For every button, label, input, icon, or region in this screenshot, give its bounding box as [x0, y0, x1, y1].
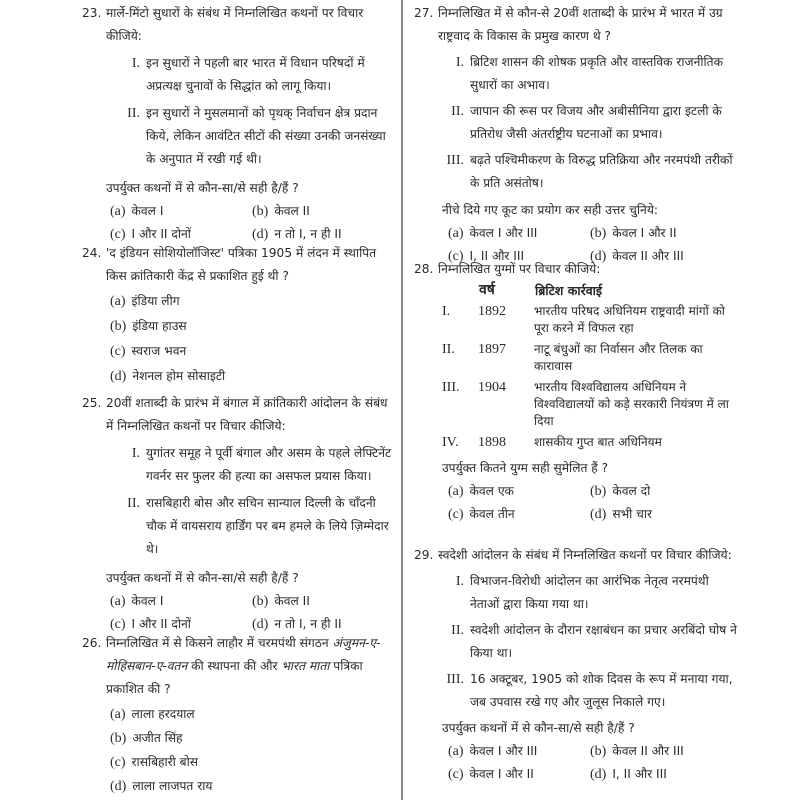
question-number: 24. [82, 246, 102, 260]
option-b[interactable]: (b) केवल II और III [590, 744, 684, 759]
question-stem: निम्नलिखित में से किसने लाहौर में चरमपंथी संगठन अंजुमन-ए-मोहिसबान-ए-वतन की स्थापना की और भारत माता पत्रिका प्रकाशित की ? [106, 636, 381, 696]
options [82, 703, 394, 798]
organisation-name: अंजुमन-ए-मोहिसबान-ए-वतन [106, 636, 381, 673]
column-divider [401, 0, 403, 800]
question-26 [82, 632, 394, 798]
option-a[interactable]: (a) केवल I और III [448, 226, 538, 241]
option-d[interactable]: (d) I, II और III [590, 767, 667, 782]
question-29 [414, 544, 740, 786]
option-b[interactable]: (b) केवल I और II [590, 226, 677, 241]
pairs-table [442, 281, 736, 455]
question-stem: स्वदेशी आंदोलन के संबंध में निम्नलिखित कथनों पर विचार कीजिये: [438, 548, 732, 562]
option-c[interactable]: (c) I और II दोनों [110, 227, 191, 242]
question-prompt: उपर्युक्त कथनों में से कौन-सा/से सही है/हैं ? [106, 571, 299, 585]
option-c[interactable]: (c) स्वराज भवन [110, 344, 187, 359]
question-prompt: उपर्युक्त कितने युग्म सही सुमेलित हैं ? [442, 461, 609, 475]
option-c[interactable]: (c) I और II दोनों [110, 617, 191, 632]
column-header-action: ब्रिटिश कार्रवाई [535, 283, 603, 298]
option-b[interactable]: (b) केवल दो [590, 484, 651, 499]
question-27 [414, 2, 740, 268]
option-a[interactable]: (a) केवल I [110, 204, 164, 219]
options [82, 200, 394, 246]
statement: II. जापान की रूस पर विजय और अबीसीनिया द्वारा इटली के प्रतिरोध जैसी अंतर्राष्ट्रीय घटनाओं का प्रभाव। [451, 104, 722, 141]
question-number: 27. [414, 6, 434, 20]
magazine-name: भारत माता [281, 659, 330, 673]
question-prompt: नीचे दिये गए कूट का प्रयोग कर सही उत्तर चुनिये: [442, 203, 658, 217]
question-stem: निम्नलिखित में से कौन-से 20वीं शताब्दी के प्रारंभ में भारत में उग्र राष्ट्रवाद के विकास के प्रमुख कारण थे ? [438, 6, 723, 43]
option-b[interactable]: (b) केवल II [252, 594, 310, 609]
option-c[interactable]: (c) I, II और III [448, 249, 525, 264]
option-a[interactable]: (a) केवल एक [448, 484, 514, 499]
option-a[interactable]: (a) इंडिया लीग [110, 294, 180, 309]
question-25 [82, 392, 394, 636]
option-c[interactable]: (c) केवल तीन [448, 507, 515, 522]
option-d[interactable]: (d) सभी चार [590, 507, 653, 522]
table-row: II. 1897 नाटू बंधुओं का निर्वासन और तिलक का कारावास [442, 342, 703, 373]
question-number: 29. [414, 548, 434, 562]
question-stem: निम्नलिखित युग्मों पर विचार कीजिये: [438, 262, 601, 276]
option-a[interactable]: (a) केवल I [110, 594, 164, 609]
question-stem: 'द इंडियन सोशियोलॉजिस्ट' पत्रिका 1905 में लंदन में स्थापित किस क्रांतिकारी केंद्र से प्रकाशित हुई थी ? [106, 246, 377, 283]
statement: II. इन सुधारों ने मुसलमानों को पृथक् निर्वाचन क्षेत्र प्रदान किये, लेकिन आवंटित सीटों की संख्या उनकी जनसंख्या के अनुपात में रखी गई थी। [127, 106, 386, 166]
option-d[interactable]: (d) लाला लाजपत राय [110, 779, 213, 794]
statement: I. इन सुधारों ने पहली बार भारत में विधान परिषदों में अप्रत्यक्ष चुनावों के सिद्धांत को लागू किया। [131, 56, 365, 93]
question-number: 23. [82, 6, 102, 20]
question-number: 28. [414, 262, 434, 276]
statement: I. विभाजन-विरोधी आंदोलन का आरंभिक नेतृत्व नरमपंथी नेताओं द्वारा किया गया था। [455, 574, 709, 611]
table-row: I. 1892 भारतीय परिषद अधिनियम राष्ट्रवादी मांगों को पूरा करने में विफल रहा [442, 304, 725, 335]
option-b[interactable]: (b) केवल II [252, 204, 310, 219]
statement: I. युगांतर समूह ने पूर्वी बंगाल और असम के पहले लेफ्टिनेंट गवर्नर सर फुलर की हत्या का असफल प्रयास किया। [131, 446, 392, 483]
question-stem: 20वीं शताब्दी के प्रारंभ में बंगाल में क्रांतिकारी आंदोलन के संबंध में निम्नलिखित कथनों पर विचार कीजिये: [106, 396, 388, 433]
question-number: 26. [82, 636, 102, 650]
options [82, 590, 394, 636]
option-b[interactable]: (b) इंडिया हाउस [110, 319, 187, 334]
options [414, 740, 740, 786]
options [414, 480, 740, 526]
question-stem: मार्ले-मिंटो सुधारों के संबंध में निम्नलिखित कथनों पर विचार कीजिये: [106, 6, 364, 43]
option-a[interactable]: (a) केवल I और III [448, 744, 538, 759]
options [82, 290, 394, 388]
statement: III. 16 अक्टूबर, 1905 को शोक दिवस के रूप में मनाया गया, जब उपवास रखे गए और जुलूस निकाले गए। [446, 672, 733, 709]
question-number: 25. [82, 396, 102, 410]
option-c[interactable]: (c) रासबिहारी बोस [110, 755, 199, 770]
question-28 [414, 258, 740, 526]
question-prompt: उपर्युक्त कथनों में से कौन-सा/से सही है/हैं ? [106, 181, 299, 195]
question-prompt: उपर्युक्त कथनों में से कौन-सा/से सही है/हैं ? [442, 721, 635, 735]
option-c[interactable]: (c) केवल I और II [448, 767, 534, 782]
option-a[interactable]: (a) लाला हरदयाल [110, 707, 195, 722]
option-d[interactable]: (d) केवल II और III [590, 249, 684, 264]
option-b[interactable]: (b) अजीत सिंह [110, 731, 183, 746]
statement: I. ब्रिटिश शासन की शोषक प्रकृति और वास्तविक राजनीतिक सुधारों का अभाव। [455, 55, 723, 92]
statement: II. स्वदेशी आंदोलन के दौरान रक्षाबंधन का प्रचार अरबिंदो घोष ने किया था। [451, 623, 737, 660]
column-header-year: वर्ष [479, 283, 495, 298]
table-row: III. 1904 भारतीय विश्वविद्यालय अधिनियम ने विश्वविद्यालयों को कड़े सरकारी नियंत्रण में ला दिया [442, 380, 729, 428]
question-24 [82, 242, 394, 388]
table-row: IV. 1898 शासकीय गुप्त बात अधिनियम [442, 435, 662, 450]
option-d[interactable]: (d) नेशनल होम सोसाइटी [110, 369, 226, 384]
question-23 [82, 2, 394, 246]
option-d[interactable]: (d) न तो I, न ही II [252, 617, 342, 632]
statement: II. रासबिहारी बोस और सचिन सान्याल दिल्ली के चाँदनी चौक में वायसराय हार्डिंग पर बम हमले के लिये ज़िम्मेदार थे। [127, 496, 389, 556]
option-d[interactable]: (d) न तो I, न ही II [252, 227, 342, 242]
statement: III. बढ़ते पश्चिमीकरण के विरुद्ध प्रतिक्रिया और नरमपंथी तरीकों के प्रति असंतोष। [446, 153, 733, 190]
